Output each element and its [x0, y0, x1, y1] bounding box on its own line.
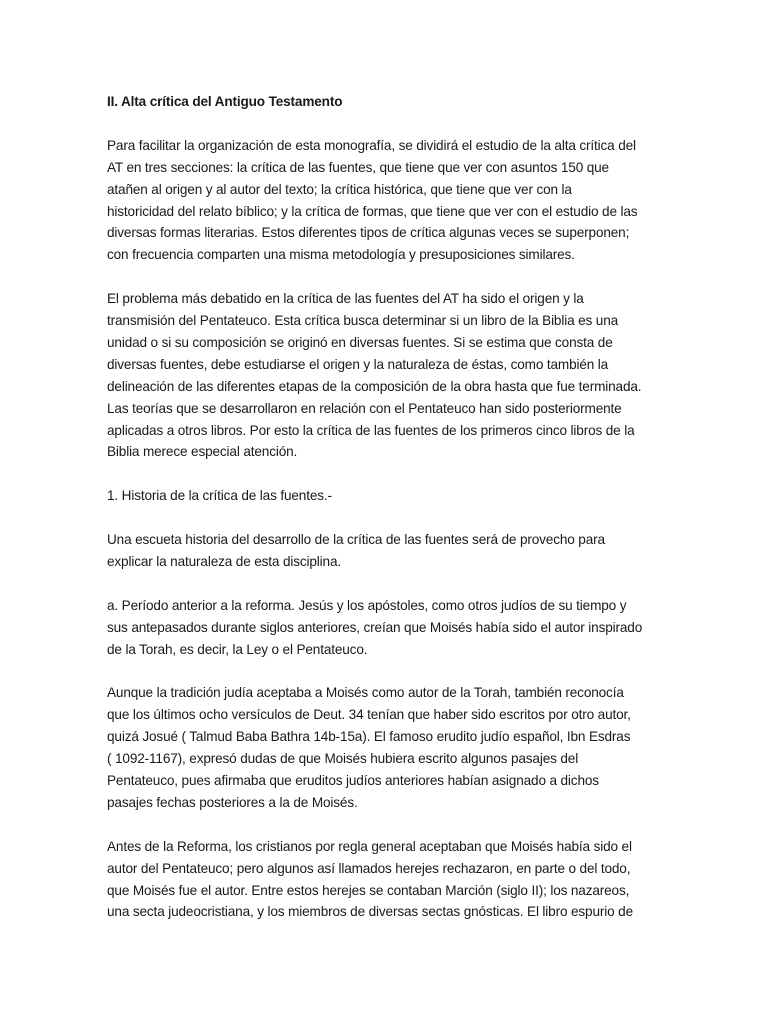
text-line: El problema más debatido en la crítica de las fuentes del AT ha sido el origen y la: [107, 291, 584, 307]
section-heading: II. Alta crítica del Antiguo Testamento: [107, 94, 343, 109]
paragraph-5: [107, 682, 667, 813]
text-line: que Moisés fue el autor. Entre estos herejes se contaban Marción (siglo II); los nazareos,: [107, 882, 630, 898]
text-line: quizá Josué ( Talmud Baba Bathra 14b-15a). El famoso erudito judío español, Ibn Esdras: [107, 729, 631, 745]
paragraph-4: [107, 595, 667, 661]
document-page: [107, 91, 667, 945]
text-line: Antes de la Reforma, los cristianos por regla general aceptaban que Moisés había sido el: [107, 838, 632, 854]
text-line: Pentateuco, pues afirmaba que eruditos judíos anteriores habían asignado a dichos: [107, 773, 599, 788]
text-line: a. Período anterior a la reforma. Jesús y los apóstoles, como otros judíos de su tiempo y: [107, 597, 627, 613]
text-line: atañen al origen y al autor del texto; la crítica histórica, que tiene que ver con la: [107, 181, 572, 197]
text-line: Las teorías que se desarrollaron en relación con el Pentateuco han sido posteriormente: [107, 400, 622, 416]
text-line: unidad o si su composición se originó en diversas fuentes. Si se estima que consta de: [107, 334, 613, 350]
text-line: aplicadas a otros libros. Por esto la crítica de las fuentes de los primeros cinco libros de la: [107, 422, 635, 438]
paragraph-1: [107, 135, 667, 266]
text-line: diversas formas literarias. Estos diferentes tipos de crítica algunas veces se superponen;: [107, 225, 630, 241]
text-line: AT en tres secciones: la crítica de las fuentes, que tiene que ver con asuntos 150 que: [107, 159, 609, 175]
text-line: Aunque la tradición judía aceptaba a Moisés como autor de la Torah, también reconocía: [107, 685, 624, 701]
text-line: explicar la naturaleza de esta disciplina.: [107, 553, 341, 569]
text-line: sus antepasados durante siglos anteriores, creían que Moisés había sido el autor inspirado: [107, 619, 643, 635]
text-line: Una escueta historia del desarrollo de la crítica de las fuentes será de provecho para: [107, 532, 605, 548]
text-line: historicidad del relato bíblico; y la crítica de formas, que tiene que ver con el estudio de las: [107, 203, 638, 219]
subsection-heading: [107, 485, 667, 507]
text-line: 1. Historia de la crítica de las fuentes.-: [107, 488, 332, 504]
text-line: Para facilitar la organización de esta monografía, se dividirá el estudio de la alta crítica del: [107, 137, 636, 153]
text-line: transmisión del Pentateuco. Esta crítica busca determinar si un libro de la Biblia es una: [107, 313, 619, 329]
text-line: Biblia merece especial atención.: [107, 444, 298, 460]
text-line: ( 1092-1167), expresó dudas de que Moisés hubiera escrito algunos pasajes del: [107, 751, 579, 767]
text-line: diversas fuentes, debe estudiarse el origen y la naturaleza de éstas, como también la: [107, 356, 609, 372]
paragraph-2: [107, 288, 667, 463]
text-line: con frecuencia comparten una misma metodología y presuposiciones similares.: [107, 247, 575, 263]
paragraph-6: [107, 836, 667, 924]
text-line: una secta judeocristiana, y los miembros de diversas sectas gnósticas. El libro espurio de: [107, 904, 633, 920]
paragraph-3: [107, 529, 667, 573]
text-line: de la Torah, es decir, la Ley o el Pentateuco.: [107, 641, 368, 657]
text-line: que los últimos ocho versículos de Deut. 34 tenían que haber sido escritos por otro autor,: [107, 707, 631, 723]
text-line: pasajes fechas posteriores a la de Moisés.: [107, 794, 358, 810]
text-line: delineación de las diferentes etapas de la composición de la obra hasta que fue terminada.: [107, 378, 642, 394]
text-line: autor del Pentateuco; pero algunos así llamados herejes rechazaron, en parte o del todo,: [107, 860, 631, 876]
